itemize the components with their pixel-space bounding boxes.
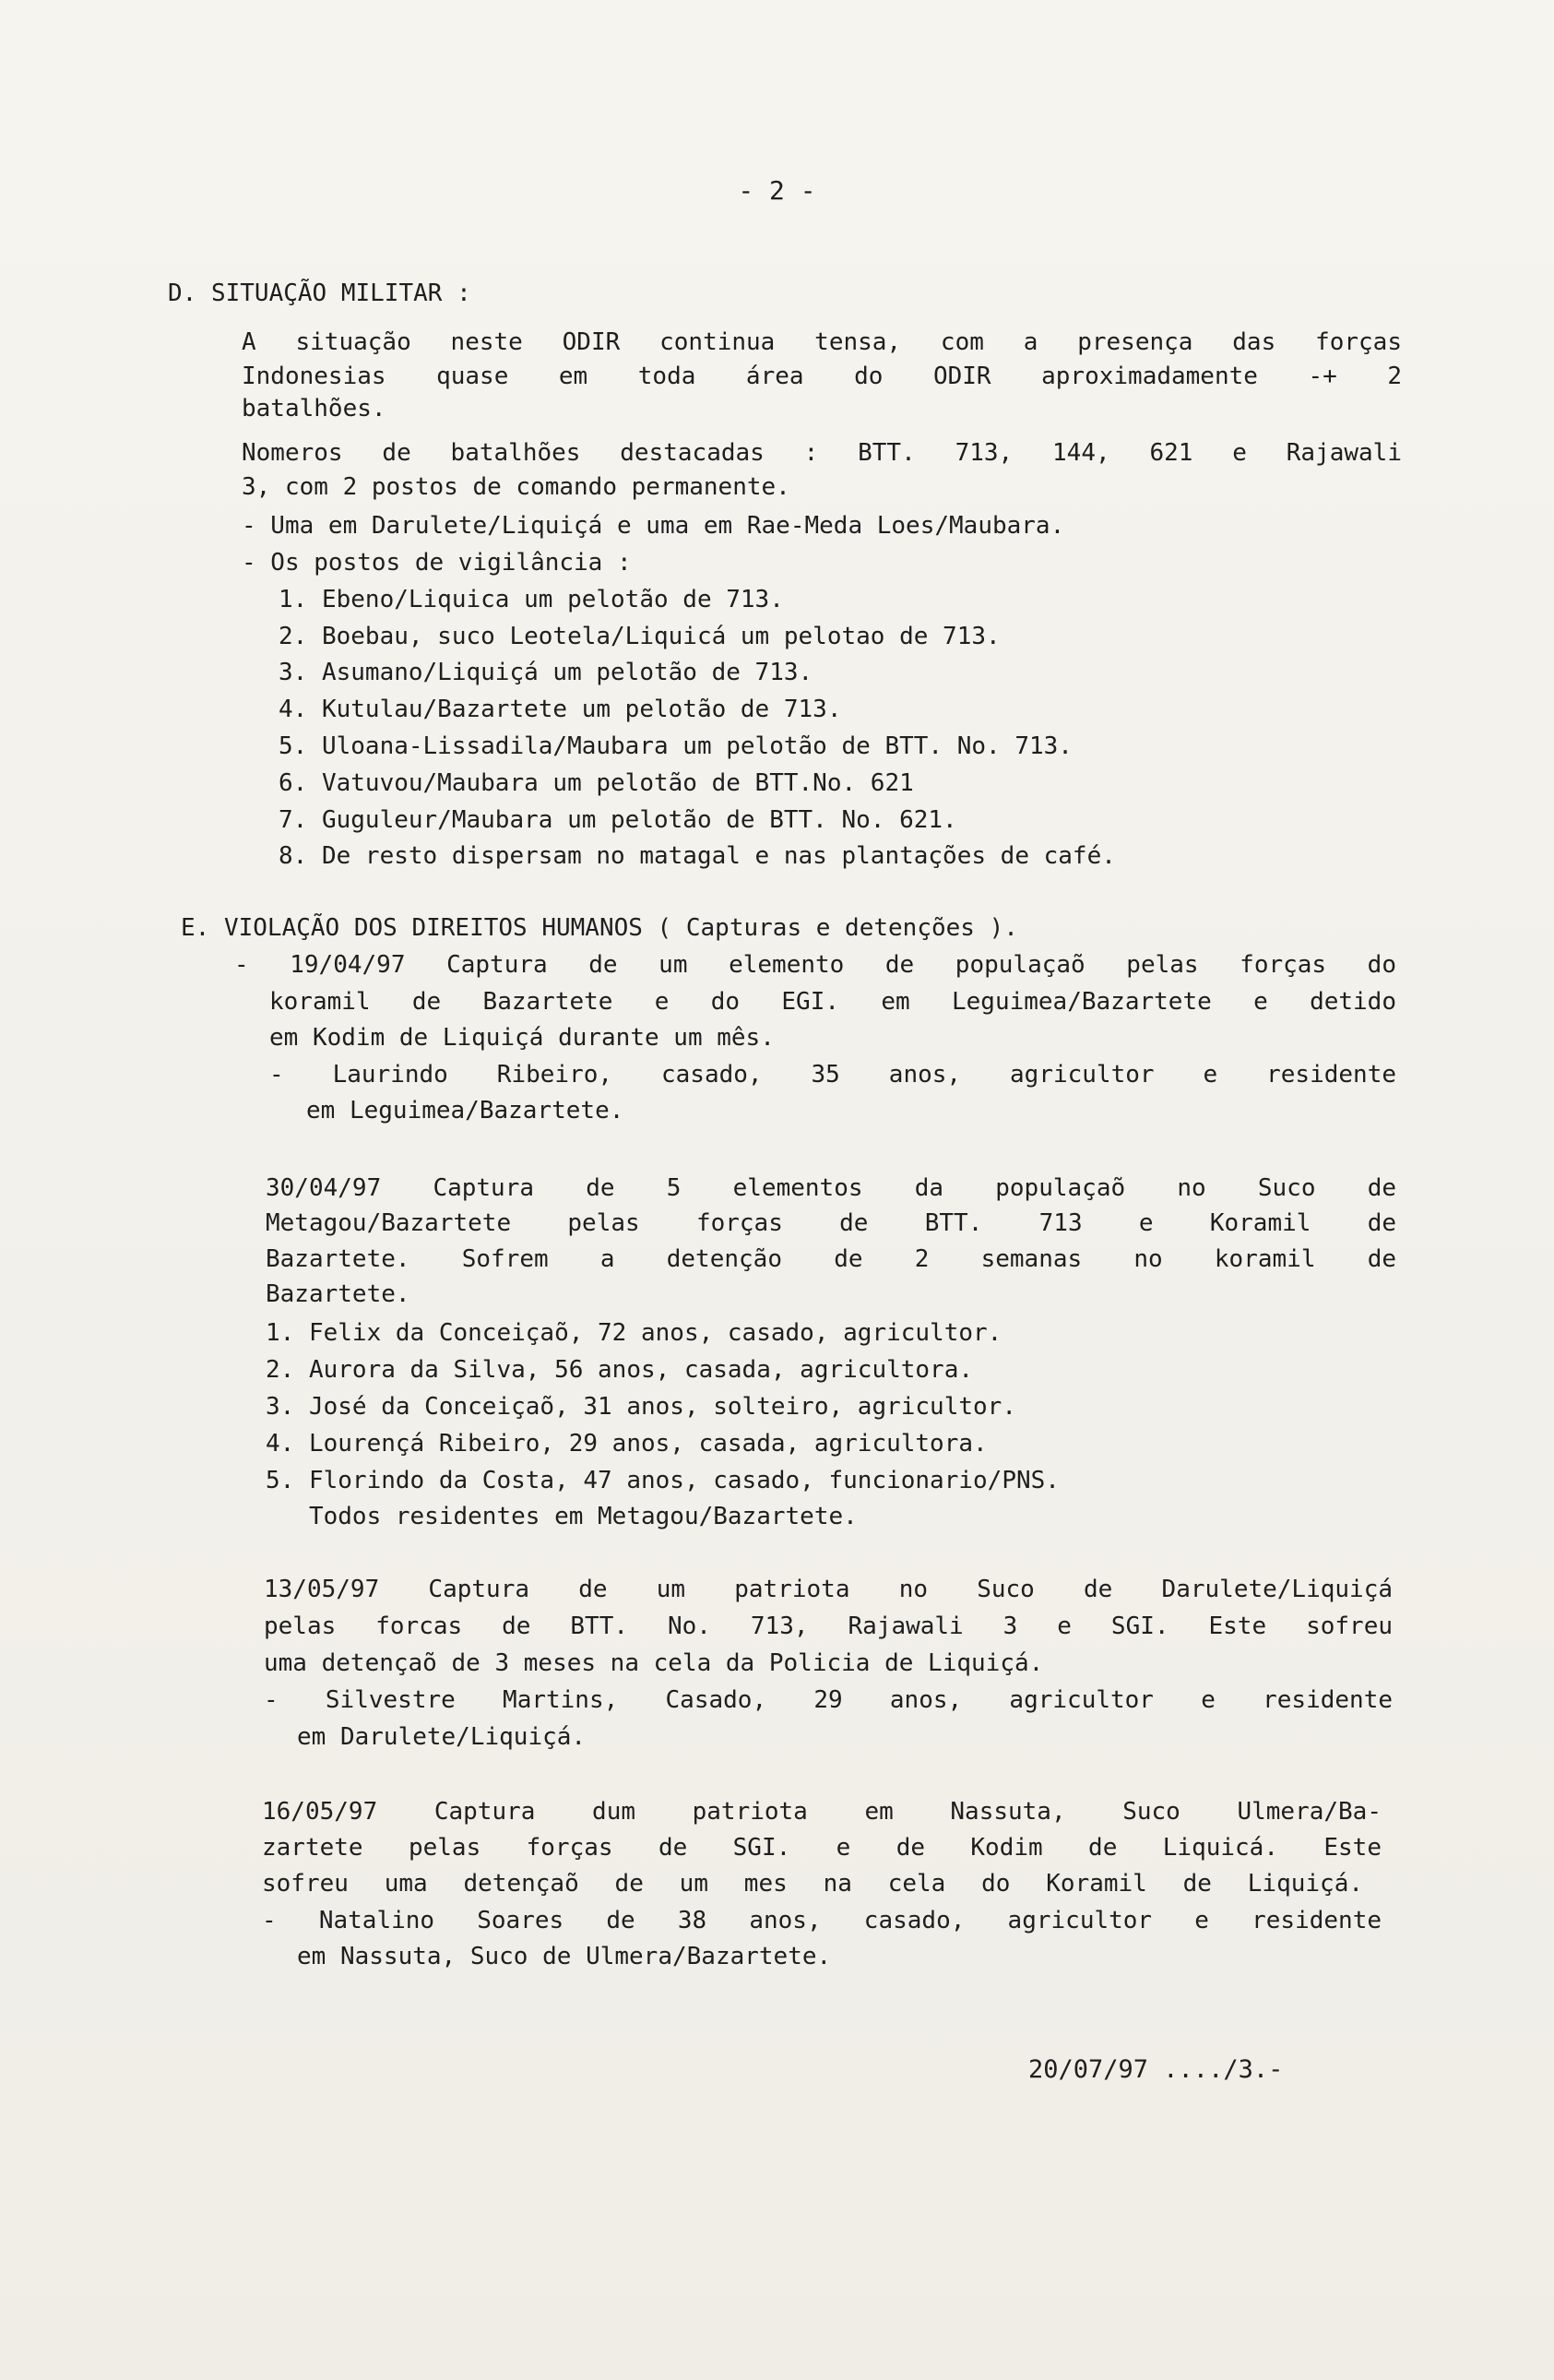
section-d-p2-line: 3, com 2 postos de comando permanente.	[242, 473, 790, 501]
entry-1-line: - Laurindo Ribeiro, casado, 35 anos, agricultor e residente	[269, 1061, 1396, 1089]
post-list-item: 1. Ebeno/Liquica um pelotão de 713.	[279, 586, 784, 613]
post-list-item: 3. Asumano/Liquiçá um pelotão de 713.	[279, 659, 813, 686]
footer-continuation: 20/07/97 ..../3.-	[1028, 2055, 1284, 2084]
entry-4-line: 16/05/97 Captura dum patriota em Nassuta, Suco Ulmera/Ba-	[262, 1798, 1382, 1826]
section-e-heading: E. VIOLAÇÃO DOS DIREITOS HUMANOS ( Capturas e detenções ).	[181, 914, 1018, 942]
entry-3-line: pelas forcas de BTT. No. 713, Rajawali 3 e SGI. Este sofreu	[264, 1612, 1393, 1640]
entry-3-line: em Darulete/Liquiçá.	[297, 1723, 587, 1751]
detainee-list-item: 1. Felix da Conceiçaõ, 72 anos, casado, agricultor.	[266, 1319, 1002, 1347]
entry-4-line: - Natalino Soares de 38 anos, casado, agricultor e residente	[262, 1907, 1382, 1934]
entry-2-line: Bazartete.	[266, 1280, 410, 1308]
section-d-p2-line: Nomeros de batalhões destacadas : BTT. 713, 144, 621 e Rajawali	[242, 439, 1402, 467]
post-list-item: 7. Guguleur/Maubara um pelotão de BTT. No. 621.	[279, 806, 957, 834]
entry-4-line: zartete pelas forças de SGI. e de Kodim de Liquicá. Este	[262, 1834, 1382, 1862]
entry-4-line: em Nassuta, Suco de Ulmera/Bazartete.	[297, 1943, 832, 1970]
entry-3-line: 13/05/97 Captura de um patriota no Suco de Darulete/Liquiçá	[264, 1576, 1393, 1603]
section-d-bullet: - Os postos de vigilância :	[242, 549, 632, 577]
detainee-list-item: 4. Lourençá Ribeiro, 29 anos, casada, agricultora.	[266, 1430, 988, 1458]
section-d-p1-line: A situação neste ODIR continua tensa, com a presença das forças	[242, 328, 1402, 356]
entry-1-line: koramil de Bazartete e do EGI. em Leguimea/Bazartete e detido	[269, 988, 1396, 1016]
section-d-p1-line: batalhões.	[242, 395, 386, 422]
entry-1-line: - 19/04/97 Captura de um elemento de populaçaõ pelas forças do	[234, 951, 1396, 979]
page-number: - 2 -	[738, 175, 816, 206]
detainee-list-item: 3. José da Conceiçaõ, 31 anos, solteiro, agricultor.	[266, 1393, 1016, 1421]
entry-3-line: - Silvestre Martins, Casado, 29 anos, agricultor e residente	[264, 1686, 1393, 1714]
entry-2-line: 30/04/97 Captura de 5 elementos da populaçaõ no Suco de	[266, 1174, 1396, 1202]
detainee-list-item: 2. Aurora da Silva, 56 anos, casada, agricultora.	[266, 1356, 974, 1384]
entry-1-line: em Leguimea/Bazartete.	[306, 1097, 624, 1125]
post-list-item: 5. Uloana-Lissadila/Maubara um pelotão de BTT. No. 713.	[279, 732, 1073, 760]
detainee-list-item: 5. Florindo da Costa, 47 anos, casado, funcionario/PNS.	[266, 1467, 1060, 1494]
section-d-p1-line: Indonesias quase em toda área do ODIR aproximadamente -+ 2	[242, 363, 1402, 390]
entry-4-line: sofreu uma detençaõ de um mes na cela do Koramil de Liquiçá.	[262, 1870, 1363, 1898]
entry-3-line: uma detençaõ de 3 meses na cela da Policia de Liquiçá.	[264, 1649, 1044, 1677]
section-d-bullet: - Uma em Darulete/Liquiçá e uma em Rae-Meda Loes/Maubara.	[242, 512, 1065, 540]
entry-1-line: em Kodim de Liquiçá durante um mês.	[269, 1024, 775, 1052]
detainee-list-item: Todos residentes em Metagou/Bazartete.	[266, 1503, 858, 1530]
post-list-item: 8. De resto dispersam no matagal e nas plantações de café.	[279, 842, 1116, 870]
entry-2-line: Metagou/Bazartete pelas forças de BTT. 713 e Koramil de	[266, 1209, 1396, 1237]
section-d-heading: D. SITUAÇÃO MILITAR :	[168, 280, 471, 307]
post-list-item: 4. Kutulau/Bazartete um pelotão de 713.	[279, 696, 842, 723]
post-list-item: 6. Vatuvou/Maubara um pelotão de BTT.No. 621	[279, 769, 914, 797]
post-list-item: 2. Boebau, suco Leotela/Liquicá um pelotao de 713.	[279, 623, 1001, 650]
entry-2-line: Bazartete. Sofrem a detenção de 2 semanas no koramil de	[266, 1245, 1396, 1273]
